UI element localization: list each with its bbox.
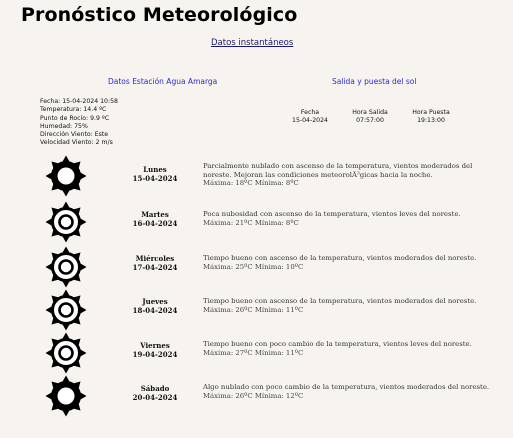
forecast-row — [0, 375, 513, 418]
forecast-date: 18-04-2024 — [132, 306, 178, 316]
forecast-day-name: Lunes — [143, 165, 167, 174]
forecast-temps: Máxima: 25ºC Mínima: 10ºC — [203, 262, 304, 271]
forecast-row — [0, 289, 513, 332]
forecast-date: 17-04-2024 — [132, 263, 178, 273]
station-line: Velocidad Viento: 2 m/s — [40, 139, 113, 147]
forecast-day — [122, 254, 188, 273]
station-data — [40, 98, 118, 148]
station-line: Punto de Rocío: 9.9 ºC — [40, 114, 110, 122]
forecast-text: Tiempo bueno con ascenso de la temperatura, vientos moderados del noreste. — [203, 254, 477, 262]
forecast-text: Poca nubosidad con ascenso de la temperatura, vientos leves del noreste. — [203, 210, 461, 218]
station-line: Temperatura: 14.4 ºC — [40, 106, 107, 114]
forecast-temps: Máxima: 26ºC Mínima: 12ºC — [203, 391, 304, 400]
forecast-description — [203, 297, 503, 314]
station-line: Humedad: 75% — [40, 122, 88, 130]
sun-outline-icon — [45, 246, 87, 288]
sunrise-label: Hora Salida — [352, 109, 388, 116]
forecast-day-name: Martes — [141, 210, 169, 219]
forecast-description — [203, 383, 503, 400]
forecast-day-name: Miércoles — [135, 254, 175, 263]
forecast-temps: Máxima: 18ºC Mínima: 8ºC — [203, 179, 299, 188]
forecast-day — [122, 297, 188, 316]
forecast-day — [122, 210, 188, 229]
forecast-description — [203, 254, 503, 271]
forecast-day-name: Viernes — [140, 341, 170, 350]
forecast-text: Tiempo bueno con poco cambio de la temperatura, vientos leves del noreste. — [203, 340, 472, 348]
forecast-temps: Máxima: 27ºC Mínima: 11ºC — [203, 348, 304, 357]
forecast-description — [203, 340, 503, 357]
forecast-row — [0, 246, 513, 289]
station-heading: Datos Estación Agua Amarga — [108, 77, 218, 86]
sun-date-column — [289, 109, 331, 126]
forecast-day — [122, 165, 188, 184]
forecast-temps: Máxima: 21ºC Mínima: 8ºC — [203, 218, 299, 227]
sun-outline-icon — [45, 332, 87, 374]
sunrise-value: 07:57:00 — [356, 117, 384, 125]
sun-heading: Salida y puesta del sol — [332, 77, 417, 86]
sunset-column — [408, 109, 454, 126]
forecast-row — [0, 155, 513, 198]
forecast-row — [0, 332, 513, 375]
forecast-description — [203, 210, 503, 227]
forecast-day-name: Sábado — [140, 384, 170, 393]
sunset-label: Hora Puesta — [412, 109, 450, 116]
forecast-text: Tiempo bueno con ascenso de la temperatura, vientos moderados del noreste. — [203, 297, 477, 305]
forecast-temps: Máxima: 26ºC Mínima: 11ºC — [203, 305, 304, 314]
forecast-description — [203, 162, 503, 188]
forecast-date: 19-04-2024 — [132, 350, 178, 360]
forecast-text: Parcialmente nublado con ascenso de la temperatura, vientos moderados del noreste. Mejoran las condiciones meteorolÃ³gicas hacia la noche. — [203, 162, 473, 179]
forecast-date: 15-04-2024 — [132, 174, 178, 184]
forecast-date: 20-04-2024 — [132, 393, 178, 403]
forecast-text: Algo nublado con poco cambio de la temperatura, vientos moderados del noreste. — [203, 383, 490, 391]
sun-outline-icon — [45, 289, 87, 331]
sun-date-value: 15-04-2024 — [292, 117, 328, 125]
sunrise-column — [348, 109, 392, 126]
instant-data-link[interactable]: Datos instantáneos — [211, 38, 294, 48]
forecast-date: 16-04-2024 — [132, 219, 178, 229]
sun-icon — [45, 375, 87, 417]
sunset-value: 19:13:00 — [417, 117, 445, 125]
station-line: Fecha: 15-04-2024 10:58 — [40, 98, 118, 105]
forecast-day — [122, 384, 188, 403]
forecast-day-name: Jueves — [142, 297, 168, 306]
station-line: Dirección Viento: Este — [40, 131, 109, 139]
sun-outline-icon — [45, 201, 87, 243]
forecast-day — [122, 341, 188, 360]
page-title: Pronóstico Meteorológico — [21, 4, 298, 26]
sun-date-label: Fecha — [300, 109, 320, 116]
sun-icon — [45, 155, 87, 197]
forecast-row — [0, 201, 513, 244]
